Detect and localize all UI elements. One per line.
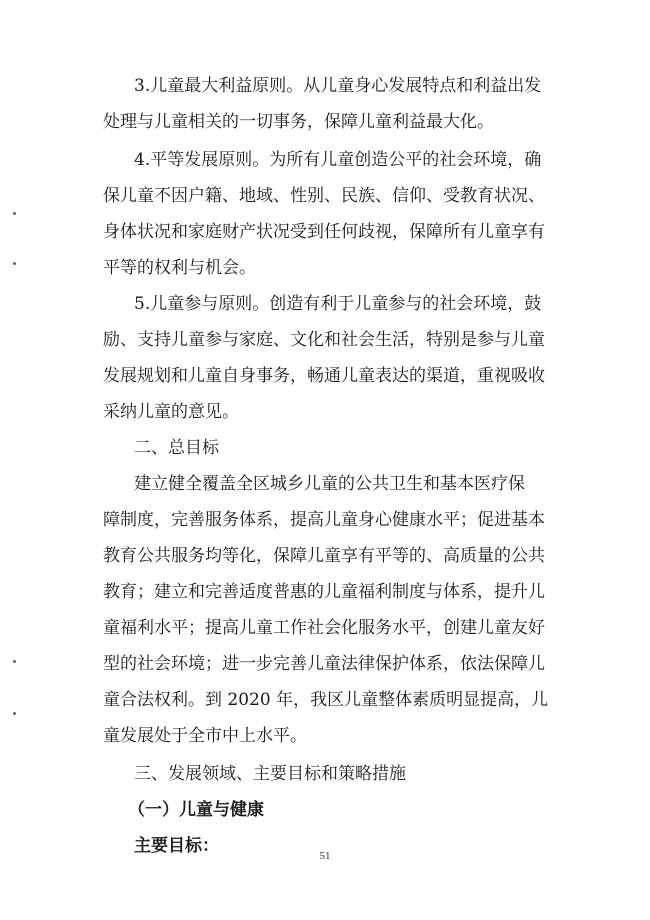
binding-mark [13, 212, 16, 215]
line-text: 童福利水平；提高儿童工作社会化服务水平，创建儿童友好 [103, 618, 545, 638]
line-text: 型的社会环境；进一步完善儿童法律保护体系，依法保障儿 [103, 654, 545, 674]
paragraph-line [0, 70, 650, 102]
paragraph-line [0, 288, 650, 320]
section-heading [0, 758, 650, 790]
binding-mark [13, 262, 16, 265]
paragraph-line [0, 324, 650, 356]
heading-text: 三、发展领域、主要目标和策略措施 [134, 764, 406, 784]
line-text: 童合法权利。到 2020 年，我区儿童整体素质明显提高，儿 [103, 690, 549, 710]
heading-text: 主要目标： [134, 836, 219, 856]
line-text: 平等的权利与机会。 [103, 258, 256, 278]
binding-mark [13, 660, 16, 663]
heading-text: 二、总目标 [134, 438, 219, 458]
line-text: 教育；建立和完善适度普惠的儿童福利制度与体系，提升儿 [103, 582, 545, 602]
paragraph-line [0, 252, 650, 284]
line-text: 5.儿童参与原则。创造有利于儿童参与的社会环境，鼓 [134, 294, 542, 314]
paragraph-line [0, 180, 650, 212]
page-number: 51 [319, 850, 331, 862]
paragraph-line [0, 504, 650, 536]
heading-text: （一）儿童与健康 [128, 800, 264, 820]
section-heading [0, 432, 650, 464]
line-text: 建立健全覆盖全区城乡儿童的公共卫生和基本医疗保 [134, 474, 525, 494]
paragraph-line [0, 360, 650, 392]
paragraph-line [0, 612, 650, 644]
paragraph-line [0, 144, 650, 176]
paragraph-line [0, 396, 650, 428]
paragraph-line [0, 576, 650, 608]
line-text: 童发展处于全市中上水平。 [103, 726, 307, 746]
paragraph-line [0, 540, 650, 572]
paragraph-line [0, 216, 650, 248]
line-text: 3.儿童最大利益原则。从儿童身心发展特点和利益出发 [134, 76, 542, 96]
line-text: 教育公共服务均等化，保障儿童享有平等的、高质量的公共 [103, 546, 545, 566]
line-text: 障制度，完善服务体系，提高儿童身心健康水平；促进基本 [103, 510, 545, 530]
line-text: 身体状况和家庭财产状况受到任何歧视，保障所有儿童享有 [103, 222, 545, 242]
paragraph-line [0, 648, 650, 680]
line-text: 保儿童不因户籍、地域、性别、民族、信仰、受教育状况、 [103, 186, 545, 206]
line-text: 采纳儿童的意见。 [103, 402, 239, 422]
subsection-heading [0, 794, 650, 826]
line-text: 发展规划和儿童自身事务，畅通儿童表达的渠道，重视吸收 [103, 366, 545, 386]
paragraph-line [0, 468, 650, 500]
line-text: 励、支持儿童参与家庭、文化和社会生活，特别是参与儿童 [103, 330, 545, 350]
paragraph-line [0, 720, 650, 752]
line-text: 4.平等发展原则。为所有儿童创造公平的社会环境，确 [134, 150, 542, 170]
binding-mark [13, 712, 16, 715]
line-text: 处理与儿童相关的一切事务，保障儿童利益最大化。 [103, 112, 494, 132]
paragraph-line [0, 684, 650, 716]
paragraph-line [0, 106, 650, 138]
